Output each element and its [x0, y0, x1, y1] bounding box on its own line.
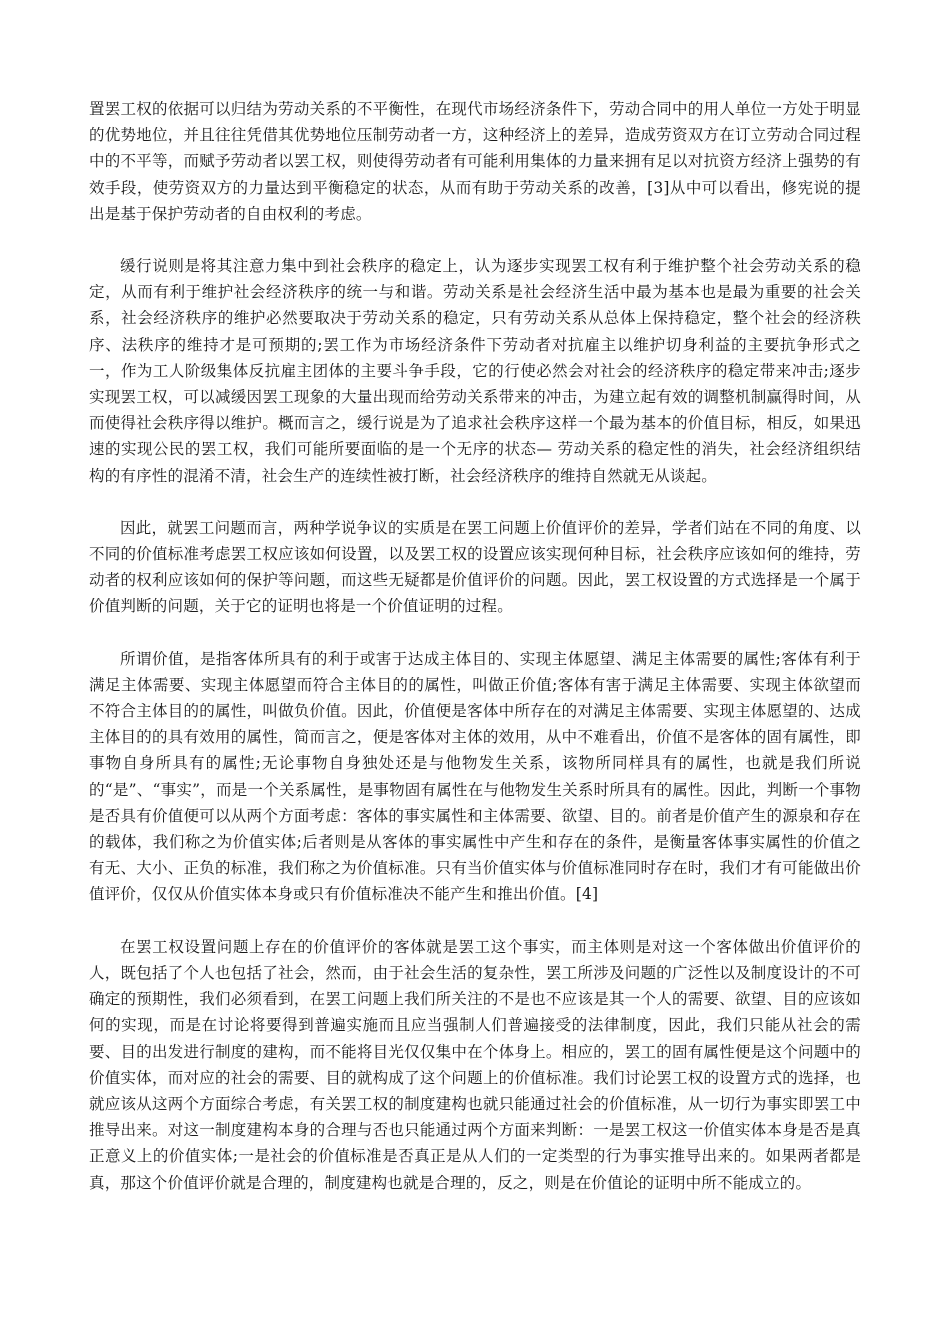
paragraph-5: 在罢工权设置问题上存在的价值评价的客体就是罢工这个事实，而主体则是对这一个客体做出价值评价的人，既包括了个人也包括了社会，然而，由于社会生活的复杂性，罢工所涉及问题的广泛性以及制度设计的不可确定的预期性，我们必须看到，在罢工问题上我们所关注的不是也不应该是其一个人的需要、欲望、目的应该如何的实现，而是在讨论将要得到普遍实施而且应当强制人们普遍接受的法律制度，因此，我们只能从社会的需要、目的出发进行制度的建构，而不能将目光仅仅集中在个体身上。相应的，罢工的固有属性便是这个问题中的价值实体，而对应的社会的需要、目的就构成了这个问题上的价值标准。我们讨论罢工权的设置方式的选择，也就应该从这两个方面综合考虑，有关罢工权的制度建构也就只能通过社会的价值标准，从一切行为事实即罢工中推导出来。对这一制度建构本身的合理与否也只能通过两个方面来判断：一是罢工权这一价值实体本身是否是真正意义上的价值实体;一是社会的价值标准是否真正是从人们的一定类型的行为事实推导出来的。如果两者都是真，那这个价值评价就是合理的，制度建构也就是合理的，反之，则是在价值论的证明中所不能成立的。	[89, 937, 861, 1192]
paragraph-4: 所谓价值，是指客体所具有的利于或害于达成主体目的、实现主体愿望、满足主体需要的属性;客体有利于满足主体需要、实现主体愿望而符合主体目的的属性，叫做正价值;客体有害于满足主体需要、实现主体欲望而不符合主体目的的属性，叫做负价值。因此，价值便是客体中所存在的对满足主体需要、实现主体愿望的、达成主体目的的具有效用的属性，简而言之，便是客体对主体的效用，从中不难看出，价值不是客体的固有属性，即事物自身所具有的属性;无论事物自身独处还是与他物发生关系，该物所同样具有的属性，也就是我们所说的“是”、“事实”，而是一个关系属性，是事物固有属性在与他物发生关系时所具有的属性。因此，判断一个事物是否具有价值便可以从两个方面考虑：客体的事实属性和主体需要、欲望、目的。前者是价值产生的源泉和存在的载体，我们称之为价值实体;后者则是从客体的事实属性中产生和存在的条件，是衡量客体事实属性的价值之有无、大小、正负的标准，我们称之为价值标准。只有当价值实体与价值标准同时存在时，我们才有可能做出价值评价，仅仅从价值实体本身或只有价值标准决不能产生和推出价值。[4]	[89, 649, 861, 904]
paragraph-1: 置罢工权的依据可以归结为劳动关系的不平衡性，在现代市场经济条件下，劳动合同中的用人单位一方处于明显的优势地位，并且往往凭借其优势地位压制劳动者一方，这种经济上的差异，造成劳资双方在订立劳动合同过程中的不平等，而赋予劳动者以罢工权，则使得劳动者有可能利用集体的力量来拥有足以对抗资方经济上强势的有效手段，使劳资双方的力量达到平衡稳定的状态，从而有助于劳动关系的改善，[3]从中可以看出，修宪说的提出是基于保护劳动者的自由权利的考虑。	[89, 100, 861, 223]
paragraph-3: 因此，就罢工问题而言，两种学说争议的实质是在罢工问题上价值评价的差异，学者们站在不同的角度、以不同的价值标准考虑罢工权应该如何设置，以及罢工权的设置应该实现何种目标，社会秩序应该如何的维持，劳动者的权利应该如何的保护等问题，而这些无疑都是价值评价的问题。因此，罢工权设置的方式选择是一个属于价值判断的问题，关于它的证明也将是一个价值证明的过程。	[89, 518, 861, 616]
paragraph-2: 缓行说则是将其注意力集中到社会秩序的稳定上，认为逐步实现罢工权有利于维护整个社会劳动关系的稳定，从而有利于维护社会经济秩序的统一与和谐。劳动关系是社会经济生活中最为基本也是最为重要的社会关系，社会经济秩序的维护必然要取决于劳动关系的稳定，只有劳动关系从总体上保持稳定，整个社会的经济秩序、法秩序的维持才是可预期的;罢工作为市场经济条件下劳动者对抗雇主以维护切身利益的主要抗争形式之一，作为工人阶级集体反抗雇主团体的主要斗争手段，它的行使必然会对社会的经济秩序的稳定带来冲击;逐步实现罢工权，可以减缓因罢工现象的大量出现而给劳动关系带来的冲击，为建立起有效的调整机制赢得时间，从而使得社会秩序得以维护。概而言之，缓行说是为了追求社会秩序这样一个最为基本的价值目标，相反，如果迅速的实现公民的罢工权，我们可能所要面临的是一个无序的状态— 劳动关系的稳定性的消失，社会经济组织结构的有序性的混淆不清，社会生产的连续性被打断，社会经济秩序的维持自然就无从谈起。	[89, 257, 861, 485]
document-page	[89, 96, 861, 1222]
